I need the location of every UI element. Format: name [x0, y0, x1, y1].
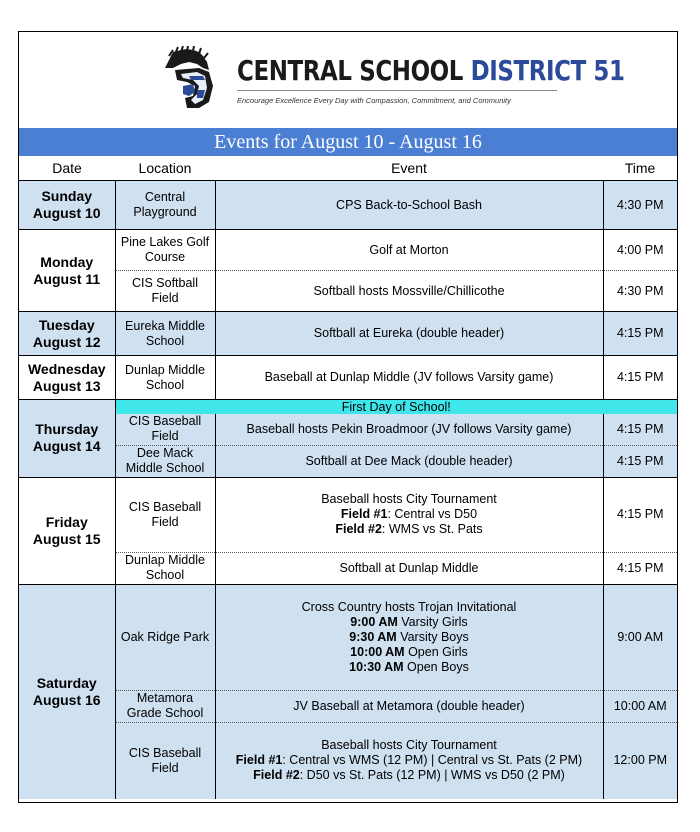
- time-cell: 4:15 PM: [616, 507, 664, 521]
- race-time: 9:30 AM: [349, 629, 397, 644]
- day-cell-monday: Monday August 11: [19, 230, 115, 312]
- first-day-of-school-row: [19, 400, 677, 415]
- event-title: Baseball hosts City Tournament: [321, 738, 497, 753]
- table-row: [19, 312, 677, 356]
- location-cell: Dunlap Middle School: [115, 356, 215, 400]
- event-cell: Softball hosts Mossville/Chillicothe: [215, 271, 603, 312]
- district-name-part2: DISTRICT 51: [470, 54, 625, 87]
- field-1-matchups: : Central vs D50: [387, 507, 478, 521]
- schedule-frame: [18, 31, 678, 803]
- time-cell: 4:30 PM: [603, 181, 677, 230]
- race-time: 10:30 AM: [349, 659, 404, 674]
- location-cell: Metamora Grade School: [115, 690, 215, 722]
- table-row: [19, 477, 677, 552]
- location-cell: CIS Baseball Field: [115, 477, 215, 552]
- table-row: [19, 181, 677, 230]
- event-cell: Softball at Dunlap Middle: [215, 552, 603, 584]
- field-2-matchups: : WMS vs St. Pats: [381, 522, 483, 536]
- table-row: [19, 271, 677, 312]
- field-1-label: Field #1: [340, 507, 388, 521]
- trojan-helmet-icon: [159, 46, 223, 110]
- table-row: [19, 230, 677, 271]
- location-cell: Dunlap Middle School: [115, 552, 215, 584]
- first-day-of-school-note: First Day of School!: [115, 400, 677, 415]
- field-2-label: Field #2: [253, 768, 300, 783]
- table-row: [19, 445, 677, 477]
- race-name: Varsity Girls: [397, 614, 468, 629]
- event-cell: Baseball at Dunlap Middle (JV follows Varsity game): [215, 356, 603, 400]
- location-cell: Central Playground: [115, 181, 215, 230]
- time-cell: 10:00 AM: [603, 690, 677, 722]
- district-header: [19, 32, 677, 128]
- location-cell: Dee Mack Middle School: [115, 445, 215, 477]
- event-cell: CPS Back-to-School Bash: [215, 181, 603, 230]
- event-cell: Golf at Morton: [215, 230, 603, 271]
- field-1-matchups: : Central vs WMS (12 PM) | Central vs St. Pats (2 PM): [282, 753, 583, 768]
- day-cell-wednesday: Wednesday August 13: [19, 356, 115, 400]
- day-cell-saturday: Saturday August 16: [19, 584, 115, 799]
- event-cell: [215, 584, 603, 690]
- race-time: 10:00 AM: [350, 644, 405, 659]
- table-row: [19, 552, 677, 584]
- event-cell: [215, 477, 603, 552]
- week-banner: Events for August 10 - August 16: [19, 128, 677, 156]
- time-cell: 4:15 PM: [603, 312, 677, 356]
- district-name: [237, 54, 625, 87]
- time-cell: 9:00 AM: [603, 584, 677, 690]
- district-name-part1: CENTRAL SCHOOL: [237, 54, 471, 87]
- event-cell: JV Baseball at Metamora (double header): [215, 690, 603, 722]
- table-row: [19, 356, 677, 400]
- field-2-matchups: : D50 vs St. Pats (12 PM) | WMS vs D50 (2 PM): [299, 768, 565, 783]
- event-cell: Baseball hosts Pekin Broadmoor (JV follows Varsity game): [215, 414, 603, 445]
- day-cell-tuesday: Tuesday August 12: [19, 312, 115, 356]
- time-cell: 4:30 PM: [603, 271, 677, 312]
- time-cell: 4:15 PM: [603, 445, 677, 477]
- event-title: Cross Country hosts Trojan Invitational: [301, 599, 517, 614]
- event-cell: [215, 722, 603, 799]
- time-cell: 4:15 PM: [603, 414, 677, 445]
- day-cell-thursday: Thursday August 14: [19, 400, 115, 478]
- day-cell-friday: Friday August 15: [19, 477, 115, 584]
- column-header-date: Date: [19, 156, 115, 181]
- table-row: [19, 690, 677, 722]
- location-cell: Pine Lakes Golf Course: [115, 230, 215, 271]
- events-table: [19, 156, 677, 799]
- location-cell: CIS Softball Field: [115, 271, 215, 312]
- table-row: [19, 584, 677, 690]
- time-cell: 4:00 PM: [616, 242, 664, 257]
- race-name: Open Girls: [404, 644, 468, 659]
- event-title: Baseball hosts City Tournament: [321, 492, 497, 506]
- race-name: Open Boys: [403, 659, 469, 674]
- column-header-event: Event: [215, 156, 603, 181]
- table-row: [19, 414, 677, 445]
- field-1-label: Field #1: [235, 753, 283, 768]
- table-row: [19, 722, 677, 799]
- time-cell: 12:00 PM: [603, 722, 677, 799]
- column-header-location: Location: [115, 156, 215, 181]
- district-tagline: Encourage Excellence Every Day with Compassion, Commitment, and Community: [237, 96, 511, 105]
- location-cell: Oak Ridge Park: [115, 584, 215, 690]
- time-cell: 4:15 PM: [603, 552, 677, 584]
- race-time: 9:00 AM: [350, 614, 398, 629]
- event-cell: Softball at Eureka (double header): [215, 312, 603, 356]
- race-name: Varsity Boys: [396, 629, 469, 644]
- header-underline: [237, 90, 557, 91]
- day-cell-sunday: Sunday August 10: [19, 181, 115, 230]
- column-header-time: Time: [603, 156, 677, 181]
- location-cell: Eureka Middle School: [115, 312, 215, 356]
- event-cell: Softball at Dee Mack (double header): [215, 445, 603, 477]
- location-cell: CIS Baseball Field: [115, 414, 215, 445]
- table-header-row: [19, 156, 677, 181]
- time-cell: 4:15 PM: [603, 356, 677, 400]
- location-cell: CIS Baseball Field: [115, 722, 215, 799]
- field-2-label: Field #2: [335, 522, 382, 536]
